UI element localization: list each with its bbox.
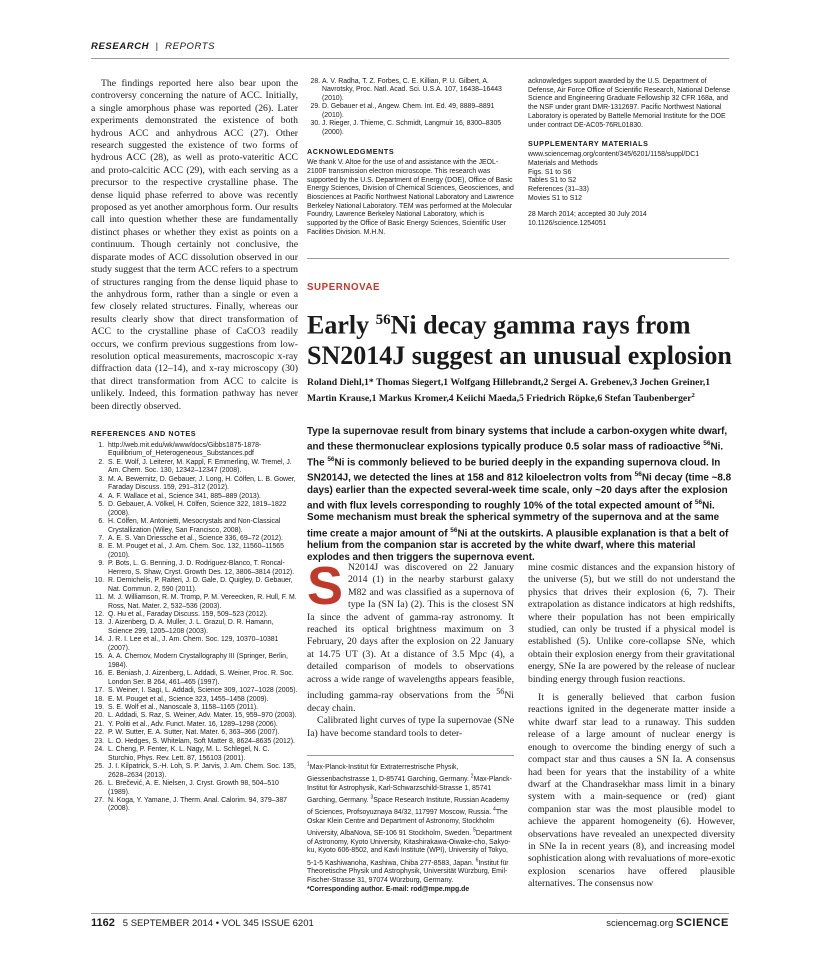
reference-item: 16. E. Beniash, J. Aizenberg, L. Addadi, S. Weiner, Proc. R. Soc. London Ser. B 264, 461–465 (1997). xyxy=(106,670,298,687)
article-section-label: SUPERNOVAE xyxy=(307,282,381,293)
reference-item: 20. L. Addadi, S. Raz, S. Weiner, Adv. Mater. 15, 959–970 (2003). xyxy=(106,712,298,720)
acknowledgments-text: We thank V. Altoe for the use of and assistance with the JEOL-2100F transmission electron microscope. This research was supported by the U.S. Department of Energy (DOE), Office of Basic Energy Sciences, Division of Chemical Sciences, Geosciences, and Biosciences at Pacific Northwest National Laboratory and Lawrence Berkeley National Laboratory. TEM was performed at the Molecular Foundry, Lawrence Berkeley National Laboratory, which is supported by the Office of Basic Energy Sciences, Scientific User Facilities Division. M.H.N. xyxy=(307,159,514,236)
drop-cap: S xyxy=(307,556,344,616)
header-rule xyxy=(91,58,729,59)
reference-item: 1. http://web.mit.edu/wk/www/docs/Gibbs1875-1878-Equilibrium_of_Heterogeneous_Substances.pdf xyxy=(106,442,298,459)
reference-item: 19. S. E. Wolf et al., Nanoscale 3, 1158–1165 (2011). xyxy=(106,704,298,712)
reference-item: 25. J. I. Kilpatrick, S.-H. Loh, S. P. Jarvis, J. Am. Chem. Soc. 135, 2628–2634 (2013). xyxy=(106,763,298,780)
reference-item: 3. M. A. Bewernitz, D. Gebauer, J. Long, H. Cölfen, L. B. Gower, Faraday Discuss. 159, 291–312 (2012). xyxy=(106,476,298,493)
affiliations xyxy=(307,755,514,895)
column-3-top xyxy=(528,78,735,229)
article-separator-rule xyxy=(307,258,729,259)
header-section: RESEARCH xyxy=(91,41,150,52)
supplementary-list xyxy=(528,151,735,203)
supplementary-heading: SUPPLEMENTARY MATERIALS xyxy=(528,139,649,149)
reference-item: 30. J. Rieger, J. Thieme, C. Schmidt, Langmuir 16, 8300–8305 (2000). xyxy=(322,120,514,137)
reference-item: 10. R. Demichelis, P. Raiteri, J. D. Gale, D. Quigley, D. Gebauer, Nat. Commun. 2, 590 (2011). xyxy=(106,577,298,594)
title-part-b: Ni decay gamma rays from SN2014J suggest an unusual explosion xyxy=(307,310,732,370)
reference-item: 17. S. Weiner, I. Sagi, L. Addadi, Science 309, 1027–1028 (2005). xyxy=(106,687,298,695)
supplementary-item: Materials and Methods xyxy=(528,159,598,167)
reference-item: 28. A. V. Radha, T. Z. Forbes, C. E. Killian, P. U. Gilbert, A. Navrotsky, Proc. Natl. Acad. Sci. U.S.A. 107, 16438–16443 (2010). xyxy=(322,78,514,103)
references-heading: REFERENCES AND NOTES xyxy=(91,428,197,438)
header-separator: | xyxy=(155,41,159,52)
reference-item: 8. E. M. Pouget et al., J. Am. Chem. Soc. 132, 11560–11565 (2010). xyxy=(106,543,298,560)
reference-item: 4. A. F. Wallace et al., Science 341, 885–889 (2013). xyxy=(106,493,298,501)
corresponding-author: *Corresponding author. E-mail: rod@mpe.mpg.de xyxy=(307,885,470,893)
body-column-2 xyxy=(307,556,514,740)
header-subsection: REPORTS xyxy=(165,41,216,52)
reference-item: 23. L. O. Hedges, S. Whitelam, Soft Matter 8, 8624–8635 (2012). xyxy=(106,738,298,746)
reference-item: 18. E. M. Pouget et al., Science 323, 1455–1458 (2009). xyxy=(106,696,298,704)
reference-item: 15. A. A. Chernov, Modern Crystallography III (Springer, Berlin, 1984). xyxy=(106,653,298,670)
received-dates: 28 March 2014; accepted 30 July 2014 xyxy=(528,211,647,219)
reference-item: 12. Q. Hu et al., Faraday Discuss. 159, 509–523 (2012). xyxy=(106,611,298,619)
reference-item: 9. P. Bots, L. G. Benning, J. D. Rodriguez-Blanco, T. Roncal-Herrero, S. Shaw, Cryst. Growth Des. 12, 3806–3814 (2012). xyxy=(106,560,298,577)
supplementary-item: References (31–33) xyxy=(528,186,589,194)
body-paragraph-2: Calibrated light curves of type Ia supernovae (SNe Ia) have become standard tools to deter- xyxy=(307,715,514,739)
reference-item: 11. M. J. Williamson, R. M. Tromp, P. M. Vereecken, R. Hull, F. M. Ross, Nat. Mater. 2, 532–536 (2003). xyxy=(106,594,298,611)
column-2-top xyxy=(307,78,514,238)
site-name: sciencemag.org xyxy=(606,918,674,929)
body3-paragraph-1: mine cosmic distances and the expansion history of the universe (5), but we still do not understand the physics that drives their explosion (6, 7). Their extrapolation as distance indicators at high redshifts, where their population has not been empirically studied, can only be trusted if a physical model is established (5). Unlike core-collapse SNe, which obtain their explosion energy from their gravitational energy, SNe Ia are powered by the release of nuclear binding energy through fusion reactions. xyxy=(528,562,735,685)
body-paragraph-1: N2014J was discovered on 22 January 2014 (1) in the nearby starburst galaxy M82 and was classified as a supernova of type Ia (SN Ia) (2). This is the closest SN Ia since the advent of gamma-ray astronomy. It reached its optical brightness maximum on 3 February, 20 days after the explosion on 22 January at 14.75 UT (3). At a distance of 3.5 Mpc (4), a detailed comparison of models to observations across a wide range of wavelengths appears feasible, including gamma-ray observations from the $^{56}$Ni decay chain. xyxy=(307,562,514,714)
col1-body-paragraph: The findings reported here also bear upon the controversy concerning the nature of ACC. Initially, a single amorphous phase was reported (26). Later experiments demonstrated the existence of both hydrous ACC and anhydrous ACC (27). Other research suggested the existence of two forms of hydrous ACC (28), as well as proto-vateritic ACC and proto-calcitic ACC (29), with each serving as a precursor to the respective crystalline phase. The dense liquid phase referred to above was recently proposed as yet another amorphous form. Our results call into question whether these are fundamentally distinct phases or whether they exist as points on a continuum. Though certainly not conclusive, the disparate modes of ACC dissolution observed in our study suggest that the term ACC refers to a spectrum of structures ranging from the dense liquid phase to the anhydrous form, rather than a single or even a few closely related structures. Finally, whereas our results clearly show that direct transformation of ACC to the crystalline phase of CaCO3 readily occurs, we confirm previous suggestions from low-resolution optical measurements, macroscopic x-ray diffraction data (12–14), and x-ray microscopy (30) that direct transformation from ACC to calcite is unlikely. Indeed, this formation pathway has never been directly observed. xyxy=(91,78,298,412)
reference-item: 7. A. E. S. Van Driessche et al., Science 336, 69–72 (2012). xyxy=(106,535,298,543)
body3-paragraph-2: It is generally believed that carbon fusion reactions ignited in the degenerate matter inside a white dwarf star lead to a runaway. This sudden release of a large amount of nuclear energy is enough to overcome the binding energy of such a compact star and thus causes a SN Ia. A consensus had been for years that the instability of a white dwarf at the Chandrasekhar mass limit in a binary system with a main-sequence or (red) giant companion star was the most plausible model to achieve the apparent homogeneity (6). However, observations have revealed an unexpected diversity in SNe Ia in recent years (8), and increasing model sophistication along with revaluations of more-exotic explosion scenarios have offered plausible alternatives. The consensus now xyxy=(528,692,735,890)
reference-item: 14. J. R. I. Lee et al., J. Am. Chem. Soc. 129, 10370–10381 (2007). xyxy=(106,636,298,653)
footer-rule xyxy=(91,913,729,914)
doi: 10.1126/science.1254051 xyxy=(528,220,607,228)
supplementary-item: Tables S1 to S2 xyxy=(528,177,577,185)
reference-item: 24. L. Cheng, P. Fenter, K. L. Nagy, M. L. Schlegel, N. C. Sturchio, Phys. Rev. Lett. 87, 156103 (2001). xyxy=(106,746,298,763)
acknowledgments-continued: acknowledges support awarded by the U.S. Department of Defense, Air Force Office of Scientific Research, National Defense Science and Engineering Graduate Fellowship 32 CFR 168a, and the NSF under grant DMR-1312697. Pacific Northwest National Laboratory is operated by Battelle Memorial Institute for the DOE under contract DE-AC05-76RL01830. xyxy=(528,78,731,129)
reference-item: 5. D. Gebauer, A. Völkel, H. Cölfen, Science 322, 1819–1822 (2008). xyxy=(106,501,298,518)
references-list-continued xyxy=(307,78,514,137)
reference-item: 27. N. Koga, Y. Yamane, J. Therm. Anal. Calorim. 94, 379–387 (2008). xyxy=(106,797,298,814)
supplementary-item: www.sciencemag.org/content/345/6201/1158/suppl/DC1 xyxy=(528,151,700,159)
author-list: Roland Diehl,1* Thomas Siegert,1 Wolfgang Hillebrandt,2 Sergei A. Grebenev,3 Jochen Greiner,1 Martin Krause,1 Markus Kromer,4 Keiichi Maeda,5 Friedrich Röpke,6 Stefan Taubenberger$^2$ xyxy=(307,377,711,404)
issue-info: 5 SEPTEMBER 2014 • VOL 345 ISSUE 6201 xyxy=(122,918,314,929)
reference-item: 26. L. Brečević, A. E. Nielsen, J. Cryst. Growth 98, 504–510 (1989). xyxy=(106,780,298,797)
reference-item: 13. J. Aizenberg, D. A. Muller, J. L. Grazul, D. R. Hamann, Science 299, 1205–1208 (2003). xyxy=(106,619,298,636)
footer-right xyxy=(606,917,729,929)
reference-item: 21. Y. Politi et al., Adv. Funct. Mater. 16, 1289–1298 (2006). xyxy=(106,721,298,729)
title-part-a: Early xyxy=(307,310,376,340)
journal-name: SCIENCE xyxy=(675,917,729,929)
reference-item: 6. H. Cölfen, M. Antonietti, Mesocrystals and Non-Classical Crystallization (Wiley, San Francisco, 2008). xyxy=(106,518,298,535)
footer-left xyxy=(91,917,314,929)
acknowledgments-heading: ACKNOWLEDGMENTS xyxy=(307,147,395,157)
column-1 xyxy=(91,78,298,814)
reference-item: 29. D. Gebauer et al., Angew. Chem. Int. Ed. 49, 8889–8891 (2010). xyxy=(322,103,514,120)
page-number: 1162 xyxy=(91,917,115,929)
supplementary-item: Movies S1 to S12 xyxy=(528,194,583,202)
affiliations-text: $^1$Max-Planck-Institut für Extraterrestrische Physik, Giessenbachstrasse 1, D-85741 Garching, Germany. $^2$Max-Planck-Institut für Astrophysik, Karl-Schwarzschild-Strasse 1, 85741 Garching, Germany. $^3$Space Research Institute, Russian Academy of Sciences, Profsoyuznaya 84/32, 117997 Moscow, Russia. $^4$The Oskar Klein Centre and Department of Astronomy, Stockholm University, AlbaNova, SE-106 91 Stockholm, Sweden. $^5$Department of Astronomy, Kyoto University, Kitashirakawa-Oiwake-cho, Sakyo-ku, Kyoto 606-8502, and Kavli Institute (WPI), University of Tokyo, 5-1-5 Kashiwanoha, Kashiwa, Chiba 277-8583, Japan. $^6$Institut für Theoretische Physik und Astrophysik, Universität Würzburg, Emil-Fischer-Strasse 31, 97074 Würzburg, Germany. xyxy=(307,762,512,885)
running-header xyxy=(91,41,215,52)
body-column-3 xyxy=(528,562,735,891)
reference-item: 22. P. W. Sutter, E. A. Sutter, Nat. Mater. 6, 363–366 (2007). xyxy=(106,729,298,737)
supplementary-item: Figs. S1 to S6 xyxy=(528,168,572,176)
abstract: Type Ia supernovae result from binary systems that include a carbon-oxygen white dwarf, and these thermonuclear explosions typically produce 0.5 solar mass of radioactive $^{56}$Ni. The $^{56}$Ni is commonly believed to be buried deeply in the expanding supernova cloud. In SN2014J, we detected the lines at 158 and 812 kiloelectron volts from $^{56}$Ni decay (time ~8.8 days) earlier than the expected several-week time scale, only ~20 days after the explosion and with flux levels corresponding to roughly 10% of the total expected amount of $^{56}$Ni. Some mechanism must break the spherical symmetry of the supernova and at the same time create a major amount of $^{56}$Ni at the outskirts. A plausible explanation is that a belt of helium from the companion star is accreted by the white dwarf, where this material explodes and then triggers the supernova event. xyxy=(307,426,732,564)
references-list xyxy=(91,442,298,814)
title-superscript: 56 xyxy=(375,312,391,328)
article-title xyxy=(307,305,737,371)
reference-item: 2. S. E. Wolf, J. Leiterer, M. Kappl, F. Emmerling, W. Tremel, J. Am. Chem. Soc. 130, 12342–12347 (2008). xyxy=(106,459,298,476)
